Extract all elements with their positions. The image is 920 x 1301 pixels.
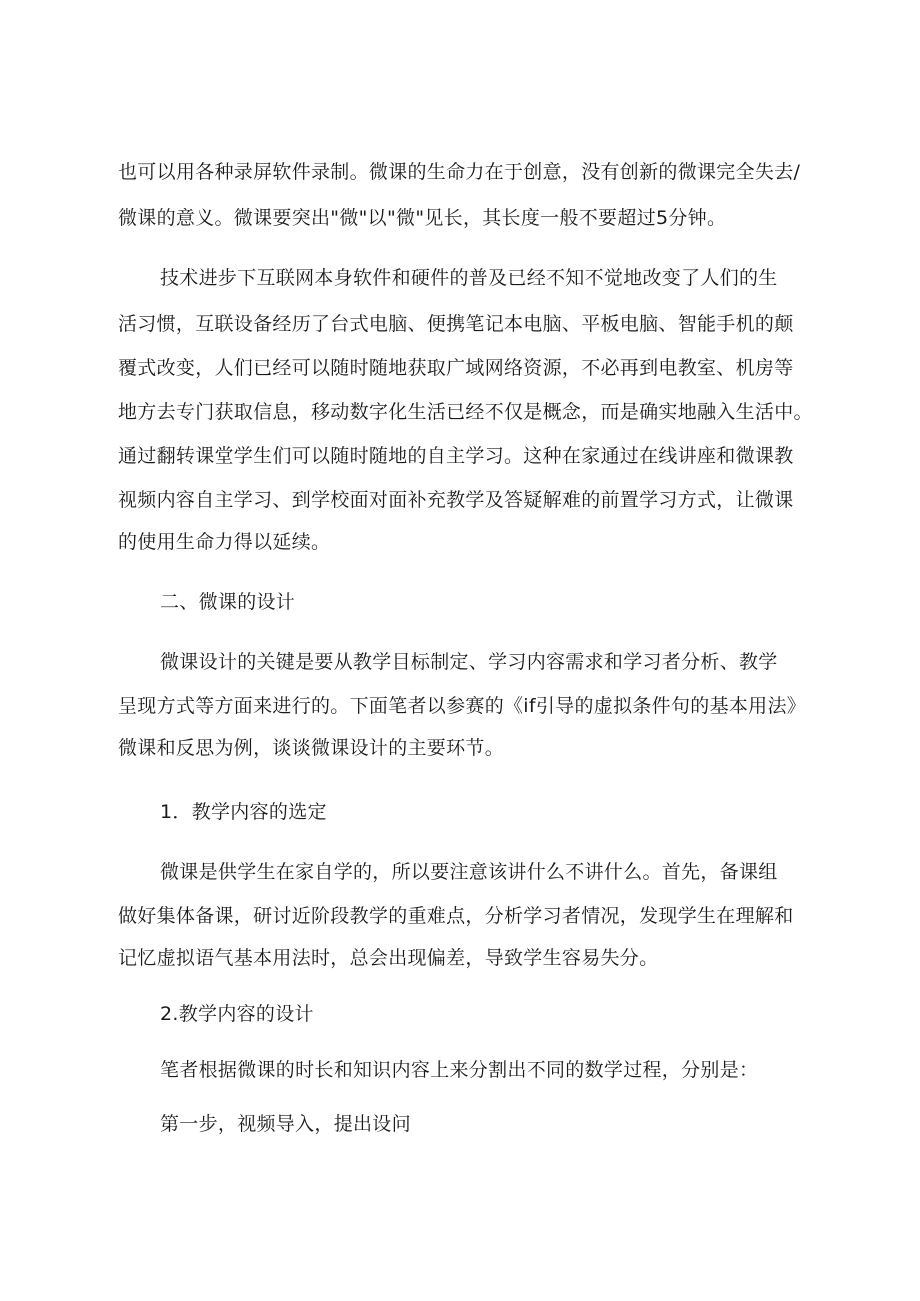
section-heading: 二、微课的设计: [160, 591, 296, 613]
paragraph-line: 的使用生命力得以延续。: [118, 531, 331, 553]
paragraph-line: 地方去专门获取信息，移动数字化生活已经不仅是概念，而是确实地融入生活中。: [118, 401, 813, 423]
paragraph-line: 覆式改变，人们已经可以随时随地获取广域网络资源，不必再到电教室、机房等: [118, 357, 794, 379]
paragraph-line: 微课是供学生在家自学的，所以要注意该讲什么不讲什么。首先，备课组: [160, 861, 778, 883]
paragraph-line: 笔者根据微课的时长和知识内容上来分割出不同的数学过程，分别是：: [160, 1059, 759, 1081]
paragraph-line: 技术进步下互联网本身软件和硬件的普及已经不知不觉地改变了人们的生: [160, 267, 778, 289]
paragraph-line: 视频内容自主学习、到学校面对面补充教学及答疑解难的前置学习方式，让微课: [118, 489, 794, 511]
subsection-heading: 1．教学内容的选定: [160, 801, 327, 823]
paragraph-line: 呈现方式等方面来进行的。下面笔者以参赛的《if引导的虚拟条件句的基本用法》: [118, 695, 807, 717]
subsection-heading: 2.教学内容的设计: [160, 1003, 314, 1025]
paragraph-line: 活习惯，互联设备经历了台式电脑、便携笔记本电脑、平板电脑、智能手机的颠: [118, 313, 794, 335]
paragraph-line: 做好集体备课，研讨近阶段教学的重难点，分析学习者情况，发现学生在理解和: [118, 905, 794, 927]
paragraph-line: 通过翻转课堂学生们可以随时随地的自主学习。这种在家通过在线讲座和微课教: [118, 445, 794, 467]
paragraph-line: 微课和反思为例，谈谈微课设计的主要环节。: [118, 737, 505, 759]
paragraph-line: 微课设计的关键是要从教学目标制定、学习内容需求和学习者分析、教学: [160, 651, 778, 673]
paragraph-line: 也可以用各种录屏软件录制。微课的生命力在于创意，没有创新的微课完全失去/: [118, 161, 801, 183]
paragraph-line: 记忆虚拟语气基本用法时，总会出现偏差，导致学生容易失分。: [118, 947, 659, 969]
paragraph-line: 微课的意义。微课要突出"微"以"微"见长，其长度一般不要超过5分钟。: [118, 207, 727, 229]
paragraph-line: 第一步，视频导入，提出设问: [160, 1113, 411, 1135]
